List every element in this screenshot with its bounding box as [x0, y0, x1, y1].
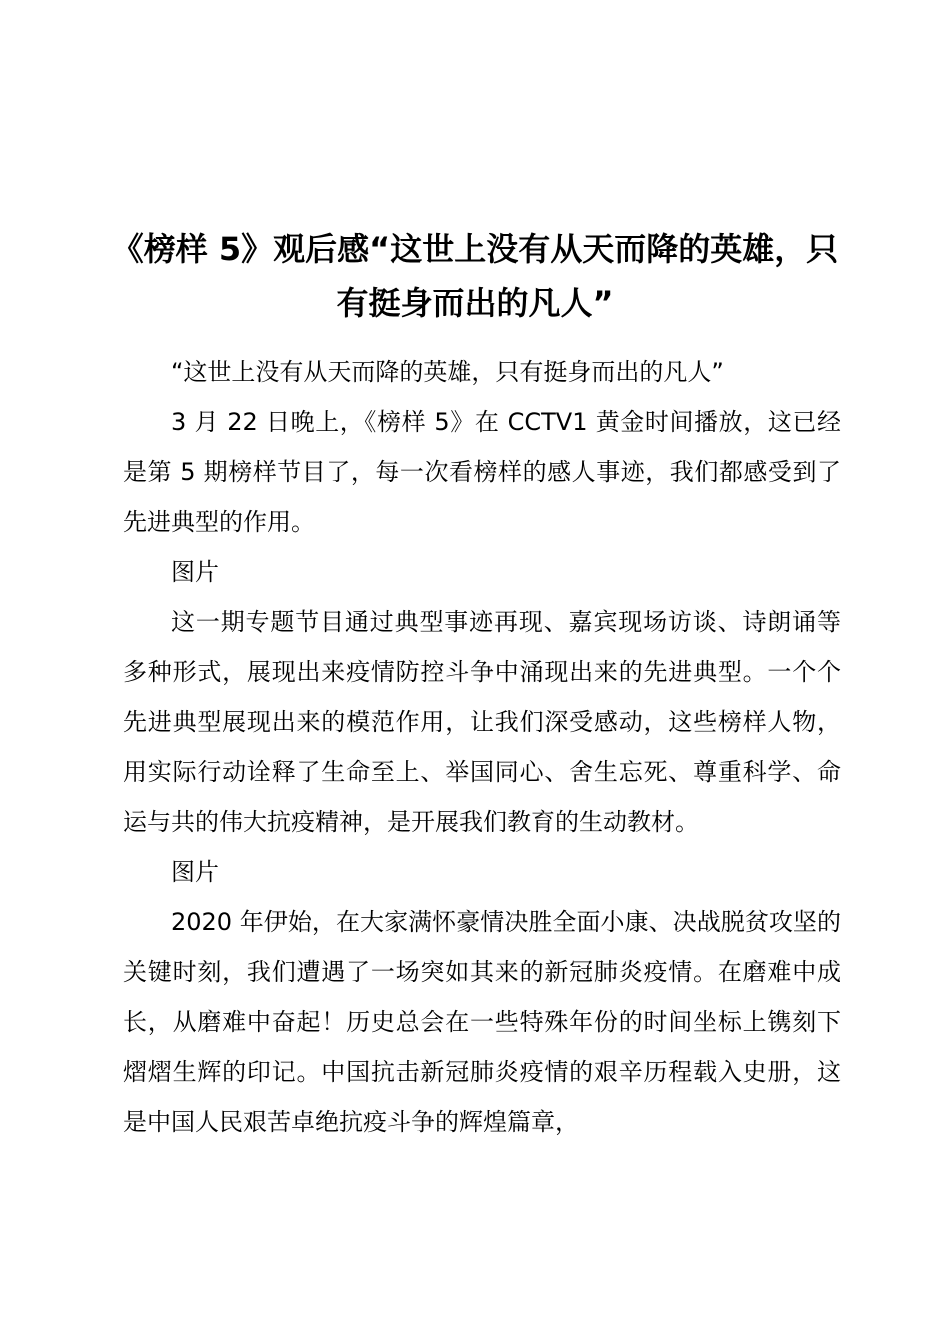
paragraph-quote: “这世上没有从天而降的英雄，只有挺身而出的凡人”: [171, 358, 724, 386]
image-placeholder-label: 图片: [171, 558, 219, 586]
document-title: 《榜样 5》观后感“这世上没有从天而降的英雄，只有挺身而出的凡人”: [111, 230, 839, 322]
paragraph-program-content: 这一期专题节目通过典型事迹再现、嘉宾现场访谈、诗朗诵等多种形式，展现出来疫情防控斗争中涌现出来的先进典型。一个个先进典型展现出来的模范作用，让我们深受感动，这些榜样人物，用实际行动诠释了生命至上、举国同心、舍生忘死、尊重科学、命运与共的伟大抗疫精神，是开展我们教育的生动教材。: [123, 608, 841, 836]
image-placeholder-label: 图片: [171, 858, 219, 886]
document-body: [123, 347, 841, 1147]
paragraph-2020-pandemic: 2020 年伊始，在大家满怀豪情决胜全面小康、决战脱贫攻坚的关键时刻，我们遭遇了一场突如其来的新冠肺炎疫情。在磨难中成长，从磨难中奋起！历史总会在一些特殊年份的时间坐标上镌刻下熠熠生辉的印记。中国抗击新冠肺炎疫情的艰辛历程载入史册，这是中国人民艰苦卓绝抗疫斗争的辉煌篇章，: [123, 908, 841, 1136]
paragraph-broadcast: 3 月 22 日晚上，《榜样 5》在 CCTV1 黄金时间播放，这已经是第 5 期榜样节目了，每一次看榜样的感人事迹，我们都感受到了先进典型的作用。: [123, 408, 841, 536]
